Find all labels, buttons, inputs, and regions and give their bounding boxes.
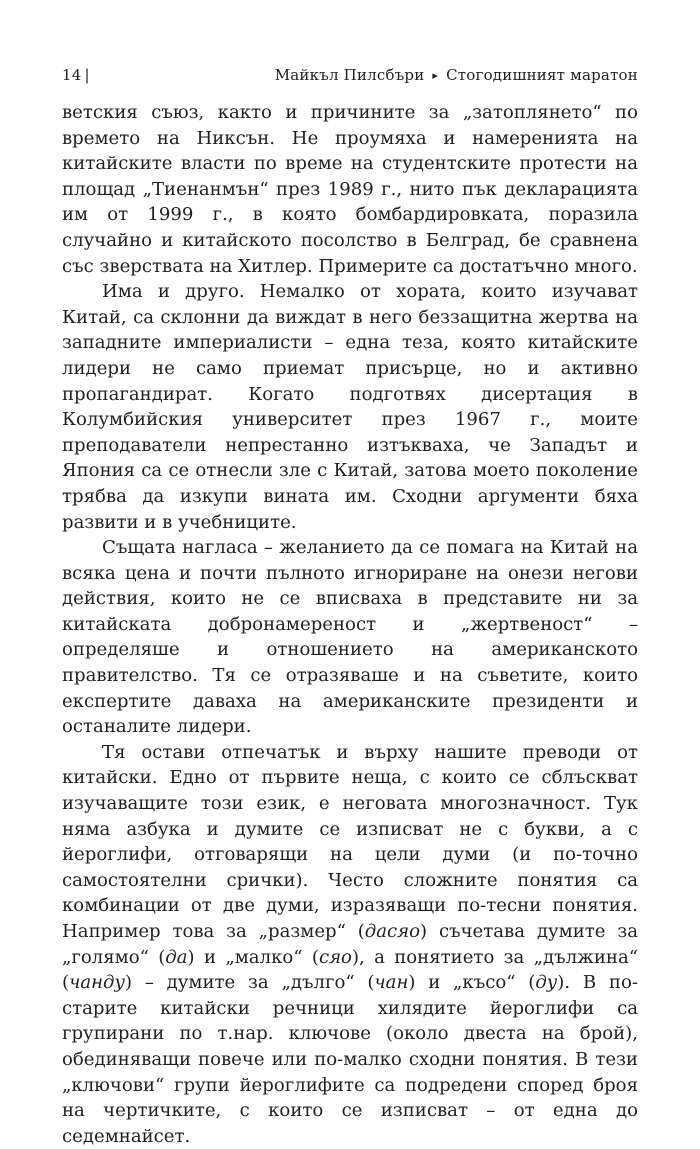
paragraph-4-text: ), а понятието за „дължина“ (	[62, 946, 638, 994]
book-title: Стогодишният маратон	[446, 66, 638, 84]
paragraph-4-text: ) – думите за „дълго“ (	[125, 972, 375, 994]
transliteration: да	[165, 946, 188, 968]
transliteration: дасяо	[364, 921, 421, 942]
page-body	[62, 100, 638, 1149]
page-number-block	[62, 66, 90, 84]
paragraph-4-text: ). В по-старите китайски речници хилядите йероглифи са групирани по т.нар. ключове (около двеста на брой), обединяващи повече или по-малко сходни понятия. В тези „ключови“ групи йероглифите са подредени според броя на чертичките, с които се изписват – от една до седемнайсет.	[62, 972, 638, 1147]
running-header	[62, 62, 638, 88]
paragraph-4-text: Тя остави отпечатък и върху нашите преводи от китайски. Едно от първите неща, с които се сблъскват изучаващите този език, е неговата многозначност. Тук няма азбука и думите се изписват не с букви, а с йероглифи, отговарящи на цели думи (и по-точно самостоятелни срички). Често сложните понятия са комбинации от две думи, изразяващи по-тесни понятия. Например това за „размер“ (	[62, 741, 638, 942]
paragraph-4	[62, 740, 638, 1149]
header-separator: |	[84, 66, 90, 84]
transliteration: сяо	[318, 946, 352, 968]
running-head	[275, 66, 638, 84]
paragraph-4-text: ) и „късо“ (	[408, 972, 536, 994]
arrow-icon: ▸	[432, 69, 439, 82]
page-number: 14	[62, 66, 82, 84]
paragraph-1: ветския съюз, както и причините за „затоплянето“ по времето на Никсън. Не проумяха и намеренията на китайските власти по време на студентските протести на площад „Тиенанмън“ през 1989 г., нито пък декларацията им от 1999 г., в която бомбардировката, поразила случайно и китайското посолство в Белград, бе сравнена със зверствата на Хитлер. Примерите са достатъчно много.	[62, 102, 638, 277]
paragraph-4-text: ) и „малко“ (	[187, 946, 319, 968]
transliteration: чан	[374, 972, 409, 994]
author-name: Майкъл Пилсбъри	[274, 66, 425, 84]
paragraph-2: Има и друго. Немалко от хората, които изучават Китай, са склонни да виждат в него беззащитна жертва на западните империалисти – една теза, която китайските лидери не само приемат присърце, но и активно пропагандират. Когато подготвях дисертация в Колумбийския университет през 1967 г., моите преподаватели непрестанно изтъкваха, че Западът и Япония са се отнесли зле с Китай, затова моето поколение трябва да изкупи вината им. Сходни аргументи бяха развити и в учебниците.	[62, 281, 638, 533]
paragraph-4-text: ) съчетава думите за „голямо“ (	[62, 921, 638, 968]
paragraph-3: Същата нагласа – желанието да се помага на Китай на всяка цена и почти пълното игнориране на онези негови действия, които не се вписваха в представите ни за китайската добронамереност и „жертвеност“ – определяше и отношението на американското правителство. Тя се отразяваше и на съветите, които експертите даваха на американските президенти и останалите лидери.	[62, 537, 638, 738]
transliteration: чанду	[69, 972, 125, 994]
transliteration: ду	[535, 972, 558, 994]
